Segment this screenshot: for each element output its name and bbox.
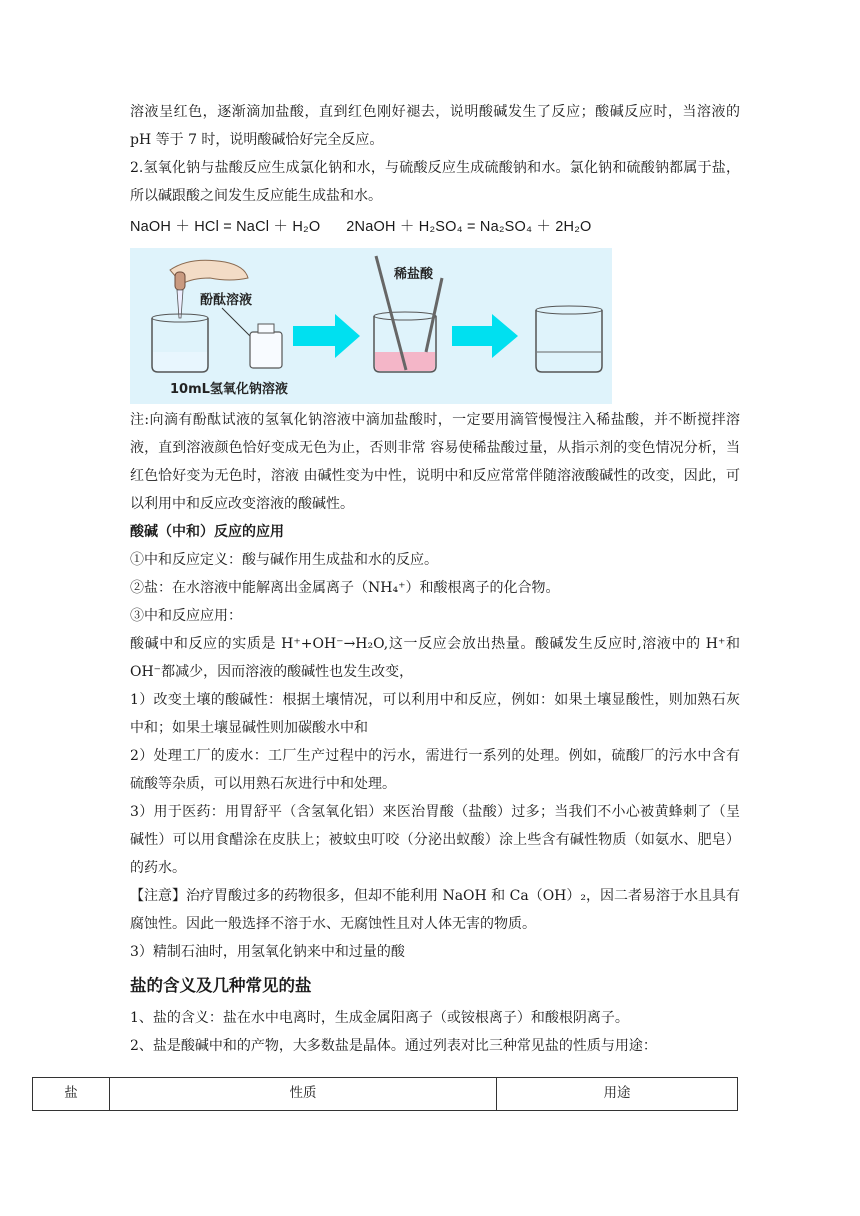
label-indicator: 酚酞溶液 [200, 293, 253, 308]
table-header-salt: 盐 [33, 1078, 110, 1111]
application-heading: ③中和反应应用： [130, 608, 242, 624]
label-base: 10mL氢氧化钠溶液 [170, 382, 288, 397]
application-soil: 1）改变土壤的酸碱性：根据土壤情况，可以利用中和反应，例如：如果土壤显酸性，则加熟石灰中和；如果土壤显碱性则加碳酸水中和 [130, 692, 740, 736]
equation-naoh-h2so4: 2NaOH ＋ H₂SO₄ = Na₂SO₄ ＋ 2H₂O [346, 219, 592, 235]
attention-note: 【注意】治疗胃酸过多的药物很多，但却不能利用 NaOH 和 Ca（OH）₂，因二者易溶于水且具有腐蚀性。因此一般选择不溶于水、无腐蚀性且对人体无害的物质。 [130, 888, 740, 932]
document-body [130, 98, 740, 1060]
arrow-right-icon-2 [452, 314, 518, 358]
application-petroleum: 3）精制石油时，用氢氧化钠来中和过量的酸 [130, 944, 405, 960]
salt-comparison-table [32, 1077, 738, 1111]
reaction-equations [130, 212, 740, 242]
section-title-salt: 盐的含义及几种常见的盐 [130, 976, 312, 995]
experiment-diagram [130, 248, 612, 404]
label-acid: 稀盐酸 [394, 267, 434, 282]
paragraph-1: 溶液呈红色，逐渐滴加盐酸，直到红色刚好褪去，说明酸碱发生了反应；酸碱反应时，当溶液的 pH 等于 7 时，说明酸碱恰好完全反应。 [130, 104, 740, 148]
table-header-use: 用途 [497, 1078, 738, 1111]
equation-naoh-hcl: NaOH ＋ HCl = NaCl ＋ H₂O [130, 219, 321, 235]
salt-definition: 1、盐的含义：盐在水中电离时，生成金属阳离子（或铵根离子）和酸根阴离子。 [130, 1010, 629, 1026]
dropper-2-icon [426, 278, 442, 352]
note-paragraph: 注:向滴有酚酞试液的氢氧化钠溶液中滴加盐酸时，一定要用滴管慢慢注入稀盐酸，并不断搅拌溶液，直到溶液颜色恰好变成无色为止，否则非常 容易使稀盐酸过量，从指示剂的变色情况分析，当红色恰好变为无色时，溶液 由碱性变为中性，说明中和反应常常伴随溶液酸碱性的改变，因此，可以利用中和反应改变溶液的酸碱性。 [130, 412, 740, 512]
section-title-neutralization: 酸碱（中和）反应的应用 [130, 524, 284, 540]
application-medicine: 3）用于医药：用胃舒平（含氢氧化铝）来医治胃酸（盐酸）过多；当我们不小心被黄蜂刺了（呈碱性）可以用食醋涂在皮肤上；被蚊虫叮咬（分泌出蚁酸）涂上些含有碱性物质（如氨水、肥皂）的药水。 [130, 804, 740, 876]
salt-comparison-intro: 2、盐是酸碱中和的产物，大多数盐是晶体。通过列表对比三种常见盐的性质与用途： [130, 1038, 657, 1054]
application-wastewater: 2）处理工厂的废水：工厂生产过程中的污水，需进行一系列的处理。例如，硫酸厂的污水中含有硫酸等杂质，可以用熟石灰进行中和处理。 [130, 748, 740, 792]
label-pointer [222, 308, 252, 338]
essence-paragraph: 酸碱中和反应的实质是 H⁺+OH⁻→H₂O,这一反应会放出热量。酸碱发生反应时,溶液中的 H⁺和 OH⁻都减少，因而溶液的酸碱性也发生改变， [130, 636, 740, 680]
salt-item: ②盐：在水溶液中能解离出金属离子（NH₄⁺）和酸根离子的化合物。 [130, 580, 560, 596]
dropper-bulb-icon [175, 272, 185, 290]
table-header-property: 性质 [110, 1078, 497, 1111]
paragraph-2: 2.氢氧化钠与盐酸反应生成氯化钠和水，与硫酸反应生成硫酸钠和水。氯化钠和硫酸钠都属于盐，所以碱跟酸之间发生反应能生成盐和水。 [130, 160, 740, 204]
arrow-right-icon-1 [293, 314, 360, 358]
table-header-row [33, 1078, 738, 1111]
indicator-bottle-icon [250, 332, 282, 368]
neutralization-illustration [130, 248, 612, 404]
definition-item: ①中和反应定义：酸与碱作用生成盐和水的反应。 [130, 552, 438, 568]
beaker-3-icon [536, 310, 602, 372]
